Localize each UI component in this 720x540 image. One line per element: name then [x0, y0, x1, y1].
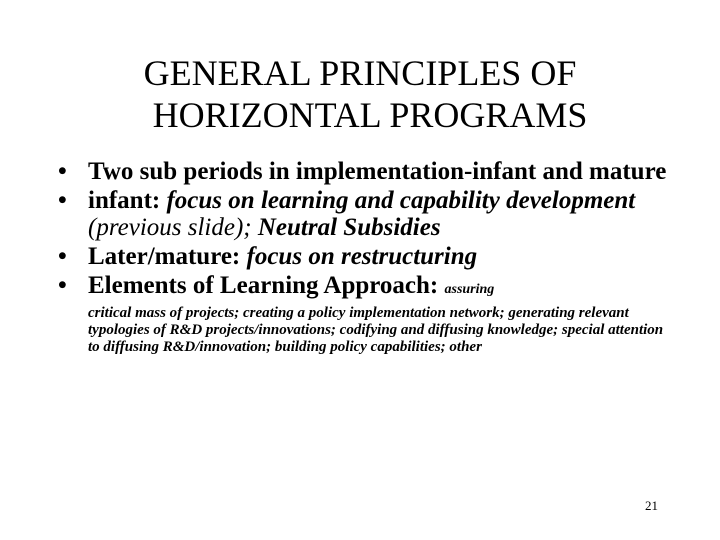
slide-title-line-1: GENERAL PRINCIPLES OF	[143, 53, 577, 93]
bullet-icon: •	[58, 187, 67, 214]
bullet-lead: Later/mature:	[88, 243, 247, 270]
bullet-item-infant	[58, 187, 698, 241]
slide-title	[60, 52, 660, 136]
bullet-icon: •	[58, 272, 67, 299]
bullet-text: Two sub periods in implementation-infant and mature	[88, 158, 667, 185]
bullet-item-later-mature	[58, 243, 698, 270]
bullet-lead: infant:	[88, 187, 167, 214]
bullet-lead: Elements of Learning Approach:	[88, 272, 445, 299]
bullet-item-sub-periods	[58, 158, 698, 185]
bullet-plain-text: (previous slide);	[88, 214, 258, 241]
bullet-icon: •	[58, 158, 67, 185]
bullet-small-text: assuring	[444, 282, 495, 297]
bullet-italic-text: focus on restructuring	[246, 243, 478, 270]
bullet-list	[58, 158, 698, 356]
slide-title-line-2: HORIZONTAL PROGRAMS	[152, 95, 588, 135]
bullet-note: critical mass of projects; creating a policy implementation network; generating relevant typologies of R&D projects/innovations; codifying and diffusing knowledge; special attention to diffusing R&D/innovation; building policy capabilities; other	[88, 305, 664, 355]
bullet-icon: •	[58, 243, 67, 270]
bullet-item-learning-approach	[58, 272, 698, 303]
bullet-italic-text: focus on learning and capability development	[166, 187, 636, 214]
page-number: 21	[645, 498, 658, 513]
bullet-italic-text: Neutral Subsidies	[257, 214, 441, 241]
